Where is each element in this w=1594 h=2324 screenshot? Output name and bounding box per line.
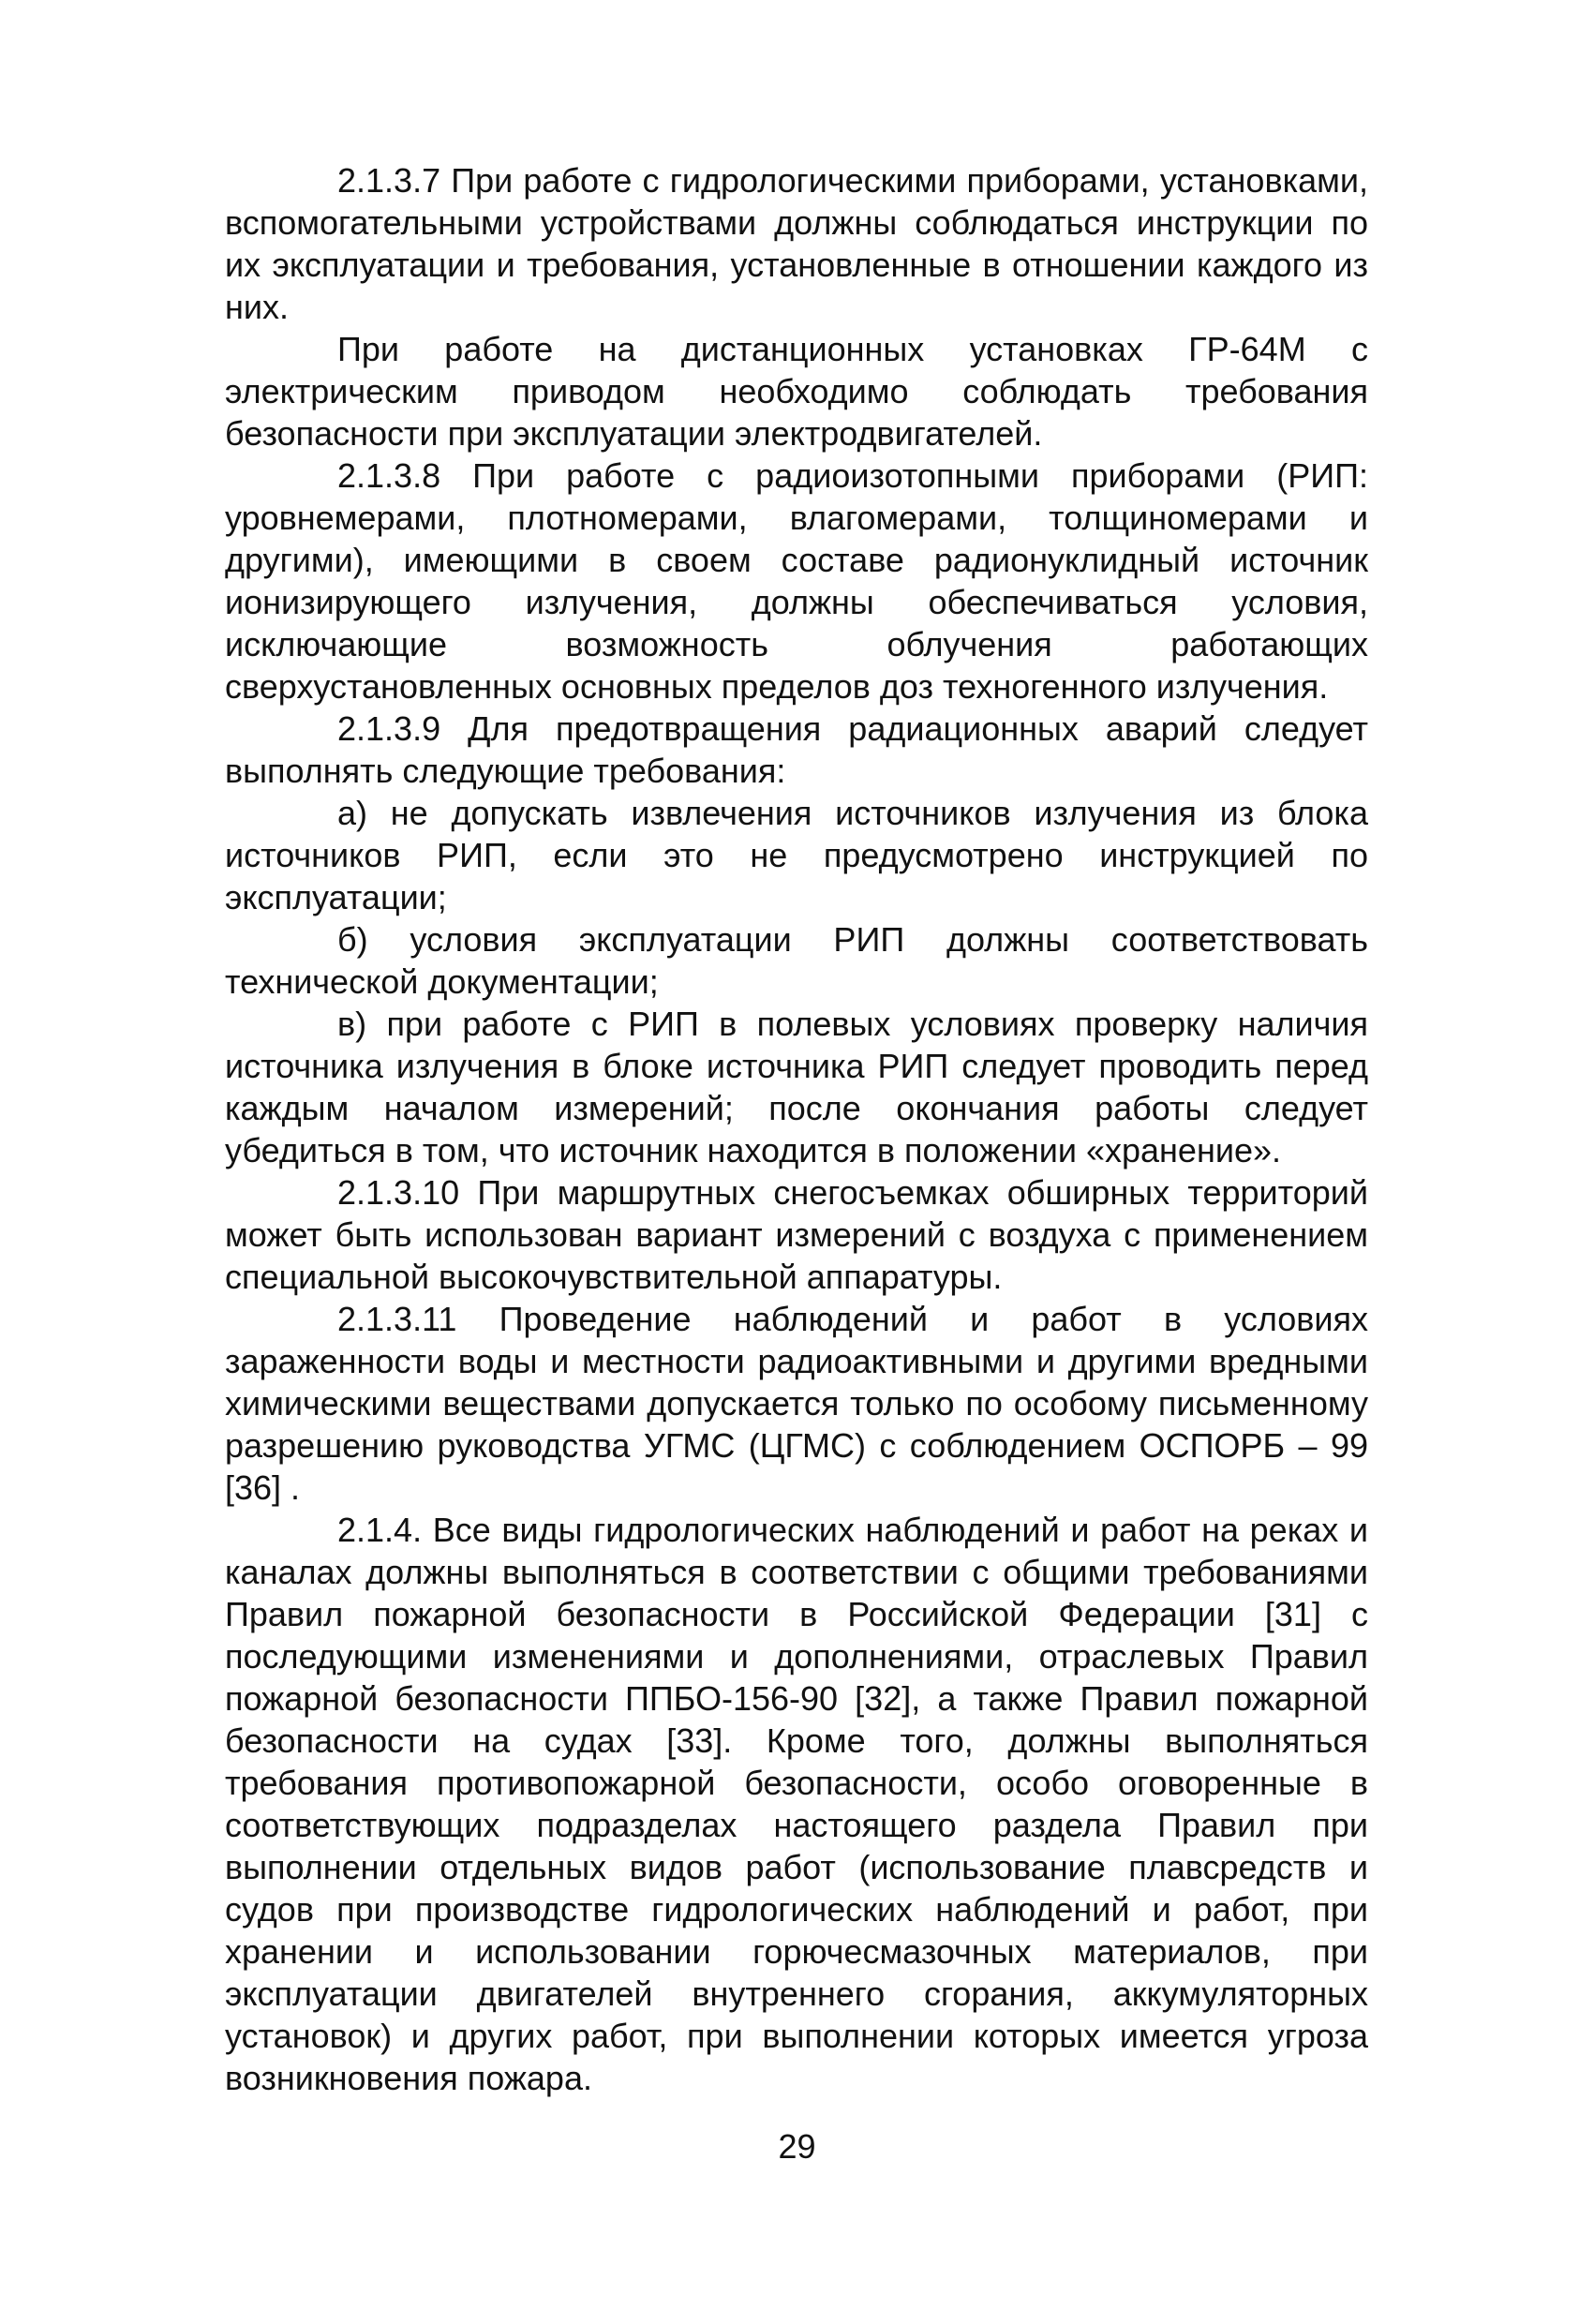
paragraph-2-1-3-7: 2.1.3.7 При работе с гидрологическими приборами, установками, вспомогательными устройствами должны соблюдаться инструкции по их эксплуатации и требования, установленные в отношении каждого из них.: [225, 161, 1368, 326]
list-item-a: а) не допускать извлечения источников излучения из блока источников РИП, если это не предусмотрено инструкцией по эксплуатации;: [225, 794, 1368, 916]
paragraph-2-1-3-11: 2.1.3.11 Проведение наблюдений и работ в условиях зараженности воды и местности радиоактивными и другими вредными химическими веществами допускается только по особому письменному разрешению руководства УГМС (ЦГМС) с соблюдением ОСПОРБ – 99 [36] .: [225, 1300, 1368, 1507]
document-body: [225, 159, 1368, 2099]
paragraph-2-1-3-8: 2.1.3.8 При работе с радиоизотопными приборами (РИП: уровнемерами, плотномерами, влагомерами, толщиномерами и другими), имеющими в своем составе радионуклидный источник ионизирующего излучения, должны обеспечиваться условия, исключающие возможность облучения работающих сверхустановленных основных пределов доз техногенного излучения.: [225, 456, 1368, 706]
paragraph-2-1-4: 2.1.4. Все виды гидрологических наблюдений и работ на реках и каналах должны выполняться в соответствии с общими требованиями Правил пожарной безопасности в Российской Федерации [31] с последующими изменениями и дополнениями, отраслевых Правил пожарной безопасности ППБО-156-90 [32], а также Правил пожарной безопасности на судах [33]. Кроме того, должны выполняться требования противопожарной безопасности, особо оговоренные в соответствующих подразделах настоящего раздела Правил при выполнении отдельных видов работ (использование плавсредств и судов при производстве гидрологических наблюдений и работ, при хранении и использовании горючесмазочных материалов, при эксплуатации двигателей внутреннего сгорания, аккумуляторных установок) и других работ, при выполнении которых имеется угроза возникновения пожара.: [225, 1511, 1368, 2097]
paragraph-gr-64m: При работе на дистанционных установках ГР-64М с электрическим приводом необходимо соблюдать требования безопасности при эксплуатации электродвигателей.: [225, 330, 1368, 453]
page-number: 29: [778, 2127, 816, 2166]
paragraph-2-1-3-10: 2.1.3.10 При маршрутных снегосъемках обширных территорий может быть использован вариант измерений с воздуха с применением специальной высокочувствительной аппаратуры.: [225, 1173, 1368, 1296]
paragraph-2-1-3-9: 2.1.3.9 Для предотвращения радиационных аварий следует выполнять следующие требования:: [225, 709, 1368, 790]
list-item-b: б) условия эксплуатации РИП должны соответствовать технической документации;: [225, 920, 1368, 1001]
list-item-v: в) при работе с РИП в полевых условиях проверку наличия источника излучения в блоке источника РИП следует проводить перед каждым началом измерений; после окончания работы следует убедиться в том, что источник находится в положении «хранение».: [225, 1005, 1368, 1169]
